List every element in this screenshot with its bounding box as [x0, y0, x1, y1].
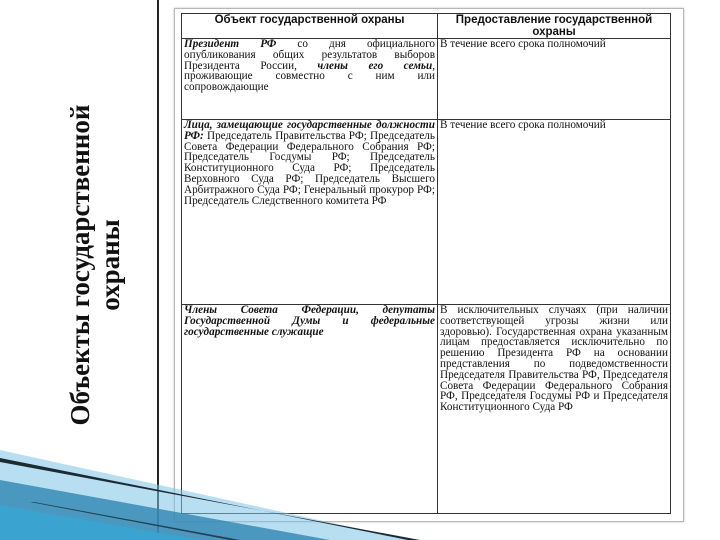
document-image: [174, 8, 684, 522]
term-cell: [438, 305, 671, 514]
vertical-title: [40, 60, 150, 470]
object-lead: Президент РФ: [184, 38, 277, 50]
object-text: со дня официального опубликования общих результатов выборов Президента России,: [184, 38, 435, 72]
object-cell: [182, 39, 438, 120]
table-row: [182, 120, 671, 305]
term-text: В исключительных случаях (при наличии соответствующей угрозы жизни или здоровью). Государственная охрана указанным лицам предоставляется исключительно по решению Президента РФ на основании представления по подведомственности Председателя Правительства РФ, Председателя Совета Федерации Федерального Собрания РФ, Председателя Госдумы РФ и Председателя Конституционного Суда РФ: [440, 304, 668, 414]
object-tail: , проживающие совместно с ним или сопровождающие: [184, 59, 435, 94]
object-bold: члены его семьи: [317, 59, 433, 72]
object-text: Председатель Правительства РФ; Председатель Совета Федерации Федерального Собрания РФ; Председатель Госдумы РФ; Председатель Конституционного Суда РФ; Председатель Верховного Суда РФ; Председатель Высшего Арбитражного Суда РФ; Генеральный прокурор РФ; Председатель Следственного комитета РФ: [184, 129, 435, 207]
term-cell: [438, 120, 671, 305]
protection-table: [181, 13, 671, 514]
term-cell: [438, 39, 671, 120]
object-lead: Члены Совета Федерации, депутаты Государственной Думы и федеральные государственные служащие: [184, 304, 435, 338]
term-text: В течение всего срока полномочий: [440, 38, 606, 50]
header-object: Объект государственной охраны: [182, 14, 438, 39]
table-row: [182, 39, 671, 120]
object-lead: Лица, замещающие государственные должности РФ:: [184, 119, 435, 142]
header-protection: Предоставление государственной охраны: [438, 14, 671, 39]
vertical-title-line-2: охраны: [95, 219, 125, 311]
vertical-title-line-1: Объекты государственной: [65, 104, 95, 426]
object-cell: [182, 120, 438, 305]
term-text: В течение всего срока полномочий: [440, 119, 606, 131]
table-header-row: [182, 14, 671, 39]
corner-decoration: [0, 450, 420, 540]
